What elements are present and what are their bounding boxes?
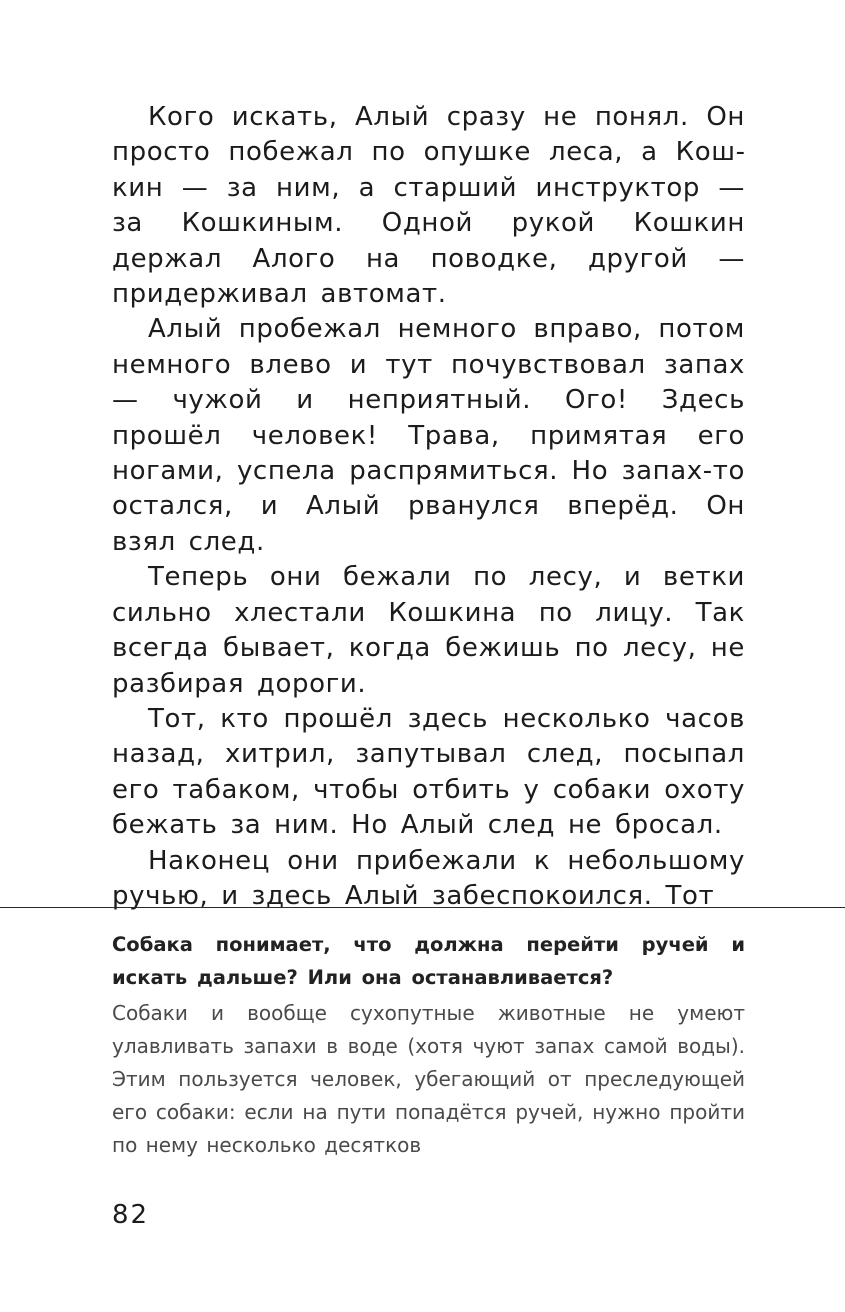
paragraph: Теперь они бежали по лесу, и ветки сильно хлестали Кошкина по лицу. Так всегда бывает, когда бежишь по лесу, не разбирая дороги. xyxy=(112,562,745,699)
main-text xyxy=(112,100,745,914)
footnote-question: Собака понимает, что должна перейти ручей и искать дальше? Или она останавливается? xyxy=(112,933,745,989)
footnote-divider xyxy=(0,907,845,908)
footnote-answer: Собаки и вообще сухопутные животные не умеют улавливать запахи в воде (хотя чуют запах самой воды). Этим пользуется человек, убегающий от преследующей его собаки: если на пути попадётся ручей, нужно пройти по нему несколько десятков xyxy=(112,1001,745,1157)
paragraph: Наконец они прибежали к небольшому ручью, и здесь Алый забеспокоился. Тот xyxy=(112,845,745,911)
paragraph: Кого искать, Алый сразу не понял. Он просто побежал по опушке леса, а Кошкин — за ним, а старший инструктор — за Кошкиным. Одной рукой Кошкин держал Алого на поводке, другой — придерживал автомат. xyxy=(112,102,745,310)
footnote-box xyxy=(112,928,745,1162)
paragraph: Тот, кто прошёл здесь несколько часов назад, хитрил, запутывал след, посыпал его табаком, чтобы отбить у собаки охоту бежать за ним. Но Алый след не бросал. xyxy=(112,703,745,841)
page-number: 82 xyxy=(112,1200,150,1230)
paragraph: Алый пробежал немного вправо, потом немного влево и тут почувствовал запах — чужой и неприятный. Ого! Здесь прошёл человек! Трава, примятая его ногами, успела распрямиться. Но запах-то остался, и Алый рванулся вперёд. Он взял след. xyxy=(112,314,745,557)
